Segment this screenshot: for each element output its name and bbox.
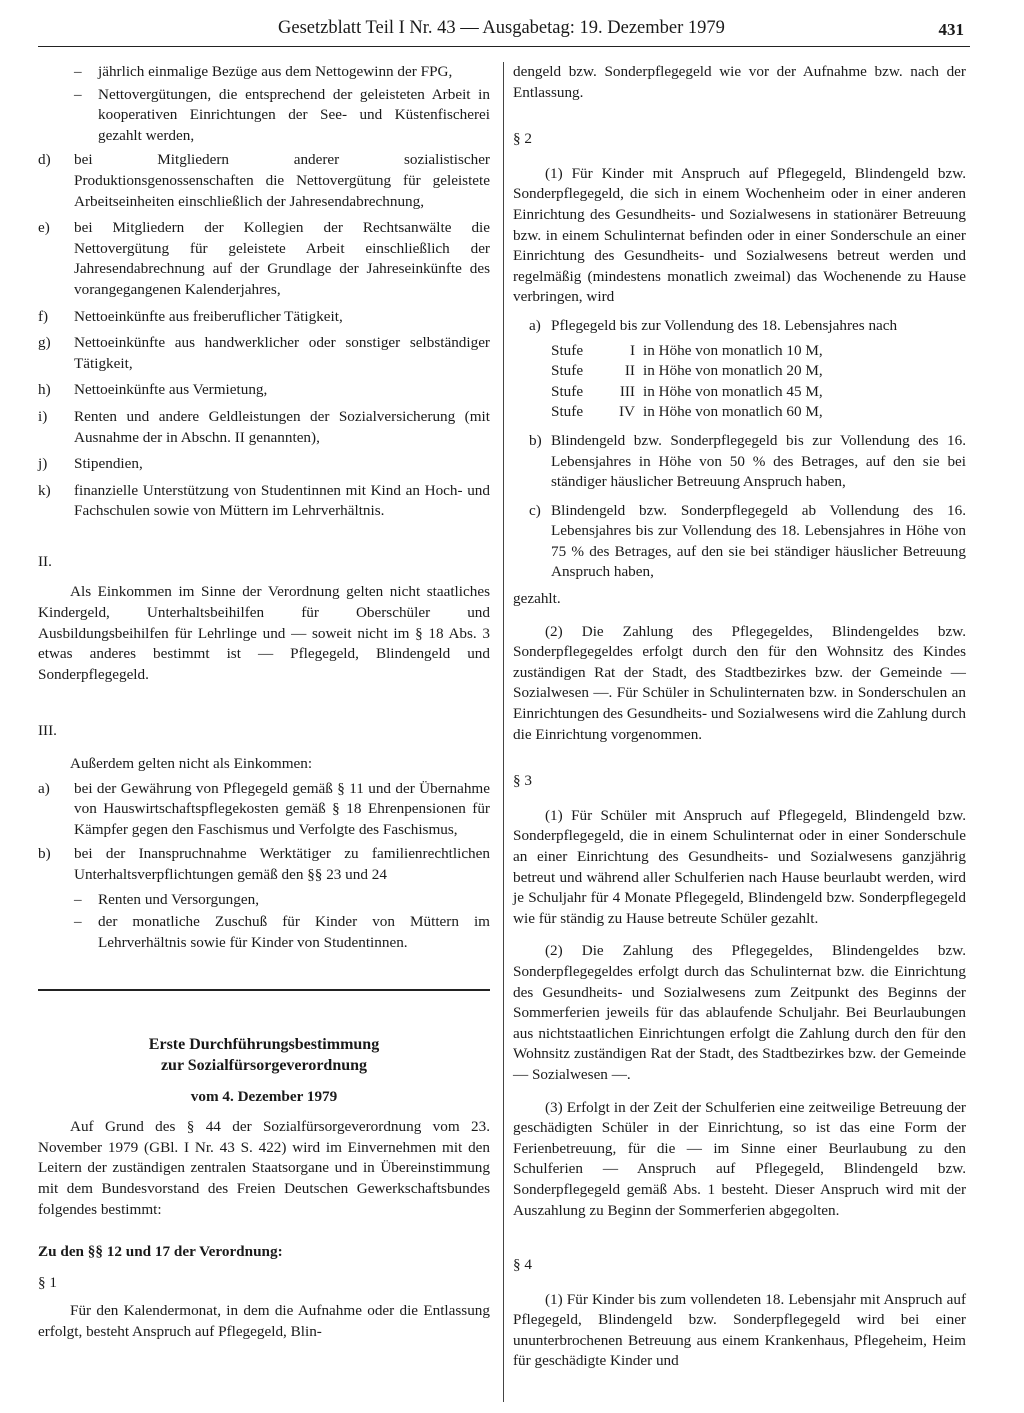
subheading: Zu den §§ 12 und 17 der Verordnung: bbox=[38, 1243, 283, 1261]
list-item-b bbox=[38, 844, 490, 885]
paragraph-2-2: (2) Die Zahlung des Pflegegeldes, Blindengeldes bzw. Sonderpflegegeldes erfolgt durch den für den Wohnsitz des Kindes zuständigen Rat der Stadt, des Stadtbezirkes bzw. der Gemeinde — Sozialwesen —. Für Schüler in Schulinternaten bzw. in Sonderschulen an Einrichtungen des Gesundheits- und Sozialwesens wird die Zahlung durch die Einrichtung vorgenommen. bbox=[513, 622, 966, 743]
list-item-text: Nettoeinkünfte aus freiberuflicher Tätigkeit, bbox=[74, 307, 343, 325]
list-item-text: Nettovergütungen, die entsprechend der geleisteten Arbeit in kooperativen Einrichtungen der See- und Küstenfischerei gezahlt werden, bbox=[98, 85, 490, 144]
stufe-label: Stufe bbox=[551, 403, 584, 421]
list-item bbox=[38, 912, 490, 953]
paragraph-3-1: (1) Für Schüler mit Anspruch auf Pflegegeld, Blindengeld bzw. Sonderpflegegeld, die in einem Schulinternat oder in einer Sonderschule an einer Einrichtung des Gesundheits- und Sozialwesens ganzjährig betreut und während aller Schulferien nach Hause beurlaubt werden, wird je Schuljahr für 4 Monate Pflegegeld, Blindengeld bzw. Sonderpflegegeld wie für ständig zu Hause betreute Schüler gezahlt. bbox=[513, 806, 966, 927]
list-item-a bbox=[513, 316, 966, 337]
list-item-g bbox=[38, 333, 490, 374]
list-mark: j) bbox=[38, 455, 48, 473]
section-heading-iii: III. bbox=[38, 722, 57, 740]
list-item-j bbox=[38, 454, 490, 475]
list-item-text: Nettoeinkünfte aus handwerklicher oder sonstiger selbständiger Tätigkeit, bbox=[74, 334, 490, 372]
paragraph-3-2: (2) Die Zahlung des Pflegegeldes, Blindengeldes bzw. Sonderpflegegeldes erfolgt durch das Schulinternat bzw. die Einrichtung des Gesundheits- und Sozialwesens zum Zeitpunkt des Beginns der Sommerferien jeweils für das ablaufende Schuljahr. Bei Beurlaubungen aus nichtstaatlichen Einrichtungen erfolgt die Zahlung durch den für den Wohnsitz zuständigen Rat der Stadt, des Stadtbezirkes bzw. der Gemeinde — Sozialwesen —. bbox=[513, 942, 966, 1083]
dash-mark: – bbox=[74, 63, 82, 80]
paragraph-2-1: (1) Für Kinder mit Anspruch auf Pflegegeld, Blindengeld bzw. Sonderpflegegeld, die sich in einem Wochenheim oder in einer anderen Einrichtung des Gesundheits- und Sozialwesens in stationärer Betreuung bzw. in einem Schulinternat befinden oder in einer Sonderschule an einer Einrichtung des Gesundheits- und Sozialwesens betreut werden und regelmäßig (mindestens monatlich zweimal) das Wochenende zu Hause verbringen, wird bbox=[513, 164, 966, 306]
list-mark: f) bbox=[38, 307, 49, 325]
stufe-label: Stufe bbox=[551, 341, 584, 359]
stufe-row bbox=[513, 402, 966, 423]
paragraph-4-1: (1) Für Kinder bis zum vollendeten 18. Lebensjahr mit Anspruch auf Pflegegeld, Blindengeld bzw. Sonderpflegegeld wird bei einer ununterbrochenen Betreuung aus einem Krankenhaus, Pflegeheim, Heim für geschädigte Kinder und bbox=[513, 1290, 966, 1370]
stufe-amount: in Höhe von monatlich 10 M, bbox=[643, 341, 823, 359]
stufe-level: IV bbox=[618, 403, 635, 421]
list-mark: k) bbox=[38, 481, 51, 499]
list-item-k bbox=[38, 481, 490, 522]
stufe-label: Stufe bbox=[551, 362, 584, 380]
list-item-i bbox=[38, 407, 490, 448]
list-mark: a) bbox=[38, 779, 50, 797]
paragraph-1-text: Für den Kalendermonat, in dem die Aufnahme oder die Entlassung erfolgt, besteht Anspruch auf Pflegegeld, Blin- bbox=[38, 1302, 490, 1340]
list-item-text: Stipendien, bbox=[74, 455, 143, 473]
list-mark: a) bbox=[529, 316, 541, 334]
preamble: Auf Grund des § 44 der Sozialfürsorgeverordnung vom 23. November 1979 (GBl. I Nr. 43 S. 422) wird im Einvernehmen mit den Leitern der zuständigen zentralen Staatsorgane und in Übereinstimmung mit dem Bundesvorstand des Freien Deutschen Gewerkschaftsbundes folgendes bestimmt: bbox=[38, 1118, 490, 1218]
section-heading-ii: II. bbox=[38, 552, 52, 570]
list-item-text: Renten und Versorgungen, bbox=[98, 890, 259, 908]
list-item-text: finanzielle Unterstützung von Studentinnen mit Kind an Hoch- und Fachschulen sowie von Müttern im Lehrverhältnis. bbox=[74, 481, 490, 520]
stufe-amount: in Höhe von monatlich 20 M, bbox=[643, 362, 823, 380]
stufe-amount: in Höhe von monatlich 45 M, bbox=[643, 382, 823, 400]
stufe-row bbox=[513, 341, 966, 362]
page-header bbox=[38, 18, 970, 46]
paragraph-heading-2: § 2 bbox=[513, 130, 532, 148]
list-mark: b) bbox=[38, 845, 51, 863]
list-item-text: Nettoeinkünfte aus Vermietung, bbox=[74, 381, 268, 399]
list-item-c bbox=[513, 501, 966, 583]
stufe-row bbox=[513, 382, 966, 403]
paragraph-heading-1: § 1 bbox=[38, 1273, 57, 1291]
paragraph-heading-3: § 3 bbox=[513, 772, 532, 790]
list-item-text: Pflegegeld bis zur Vollendung des 18. Lebensjahres nach bbox=[551, 316, 898, 334]
list-item-h bbox=[38, 380, 490, 401]
list-mark: b) bbox=[529, 431, 542, 449]
stufe-level: III bbox=[619, 382, 635, 400]
list-item-text: bei der Inanspruchnahme Werktätiger zu familienrechtlichen Unterhaltsverpflichtungen gemäß den §§ 23 und 24 bbox=[74, 845, 490, 883]
list-mark: c) bbox=[529, 501, 541, 519]
stufe-row bbox=[513, 361, 966, 382]
stufe-amount: in Höhe von monatlich 60 M, bbox=[643, 403, 823, 421]
stufen-table bbox=[513, 341, 966, 423]
list-item bbox=[38, 62, 490, 83]
list-item-f bbox=[38, 307, 490, 328]
list-mark: i) bbox=[38, 407, 48, 425]
list-item-text: Blindengeld bzw. Sonderpflegegeld bis zur Vollendung des 16. Lebensjahres in Höhe von 50 % des Betrages, auf den sie bei ständiger häuslicher Betreuung Anspruch haben, bbox=[551, 431, 966, 491]
section-iii-intro: Außerdem gelten nicht als Einkommen: bbox=[70, 755, 313, 773]
section-ii-text: Als Einkommen im Sinne der Verordnung gelten nicht staatliches Kindergeld, Unterhaltsbeihilfen für Oberschüler und Ausbildungsbeihilfen für Lehrlinge und — soweit nicht im § 18 Abs. 3 etwas anderes bestimmt ist — Pflegegeld, Blindengeld und Sonderpflegegeld. bbox=[38, 583, 490, 683]
list-item-text: bei Mitgliedern anderer sozialistischer Produktionsgenossenschaften die Nettovergütung für geleistete Arbeitseinheiten einschließlich der Jahresendabrechnung, bbox=[74, 151, 490, 210]
list-item-text: der monatliche Zuschuß für Kinder von Müttern im Lehrverhältnis sowie für Kinder von Studentinnen. bbox=[98, 913, 490, 951]
list-mark: h) bbox=[38, 381, 51, 399]
list-item-a bbox=[38, 779, 490, 841]
list-mark: d) bbox=[38, 151, 51, 169]
gezahlt-text: gezahlt. bbox=[513, 590, 561, 608]
list-item-d bbox=[38, 150, 490, 212]
left-column bbox=[38, 62, 490, 1343]
dash-mark: – bbox=[74, 890, 82, 908]
stufe-level: II bbox=[624, 362, 635, 380]
list-item bbox=[38, 890, 490, 911]
list-mark: e) bbox=[38, 219, 50, 237]
decree-date: vom 4. Dezember 1979 bbox=[190, 1087, 338, 1105]
right-column bbox=[513, 62, 966, 1372]
stufe-label: Stufe bbox=[551, 382, 584, 400]
stufe-level: I bbox=[629, 341, 635, 359]
list-item-b bbox=[513, 431, 966, 493]
page-number: 431 bbox=[938, 20, 964, 39]
list-item-text: jährlich einmalige Bezüge aus dem Nettogewinn der FPG, bbox=[98, 63, 453, 80]
list-mark: g) bbox=[38, 334, 51, 352]
column-divider bbox=[503, 62, 504, 1402]
list-item bbox=[38, 85, 490, 147]
dash-mark: – bbox=[74, 85, 82, 103]
paragraph-heading-4: § 4 bbox=[513, 1256, 532, 1274]
dash-mark: – bbox=[74, 913, 82, 931]
continuation-text: dengeld bzw. Sonderpflegegeld wie vor der Aufnahme bzw. nach der Entlassung. bbox=[513, 63, 966, 101]
list-item-text: bei der Gewährung von Pflegegeld gemäß § 11 und der Übernahme von Hauswirtschaftspflegekosten gemäß § 18 Ehrenpensionen für Kämpfer gegen den Faschismus und Verfolgte des Faschismus, bbox=[74, 779, 490, 838]
list-item-text: Blindengeld bzw. Sonderpflegegeld ab Vollendung des 16. Lebensjahres bis zur Vollendung des 18. Lebensjahres in Höhe von 75 % des Betrages, auf den sie bei ständiger häuslicher Betreuung Anspruch haben, bbox=[551, 501, 966, 581]
paragraph-3-3: (3) Erfolgt in der Zeit der Schulferien eine zeitweilige Betreuung der geschädigten Schüler in der Einrichtung, so ist das eine Form der Ferienbetreuung, für die — im Sinne einer Beurlaubung zu den Schulferien — Anspruch auf Pflegegeld, Blindengeld bzw. Sonderpflegegeld gemäß Abs. 1 besteht. Dieser Anspruch wird mit der Auszahlung zu Beginn der Sommerferien abgegolten. bbox=[513, 1098, 966, 1219]
decree-subtitle: zur Sozialfürsorgeverordnung bbox=[160, 1056, 368, 1074]
header-title: Gesetzblatt Teil I Nr. 43 — Ausgabetag: 19. Dezember 1979 bbox=[278, 18, 725, 38]
list-item-text: Renten und andere Geldleistungen der Sozialversicherung (mit Ausnahme der in Abschn. II genannten), bbox=[74, 407, 490, 446]
list-item-e bbox=[38, 218, 490, 300]
list-item-text: bei Mitgliedern der Kollegien der Rechtsanwälte die Nettovergütung für geleistete Arbeit einschließlich der Jahresendabrechnung auf der Grundlage der Jahreseinkünfte des vorangegangenen Kalenderjahres, bbox=[74, 219, 490, 298]
decree-title: Erste Durchführungsbestimmung bbox=[148, 1036, 380, 1054]
section-rule bbox=[38, 989, 490, 991]
header-rule bbox=[38, 46, 970, 47]
